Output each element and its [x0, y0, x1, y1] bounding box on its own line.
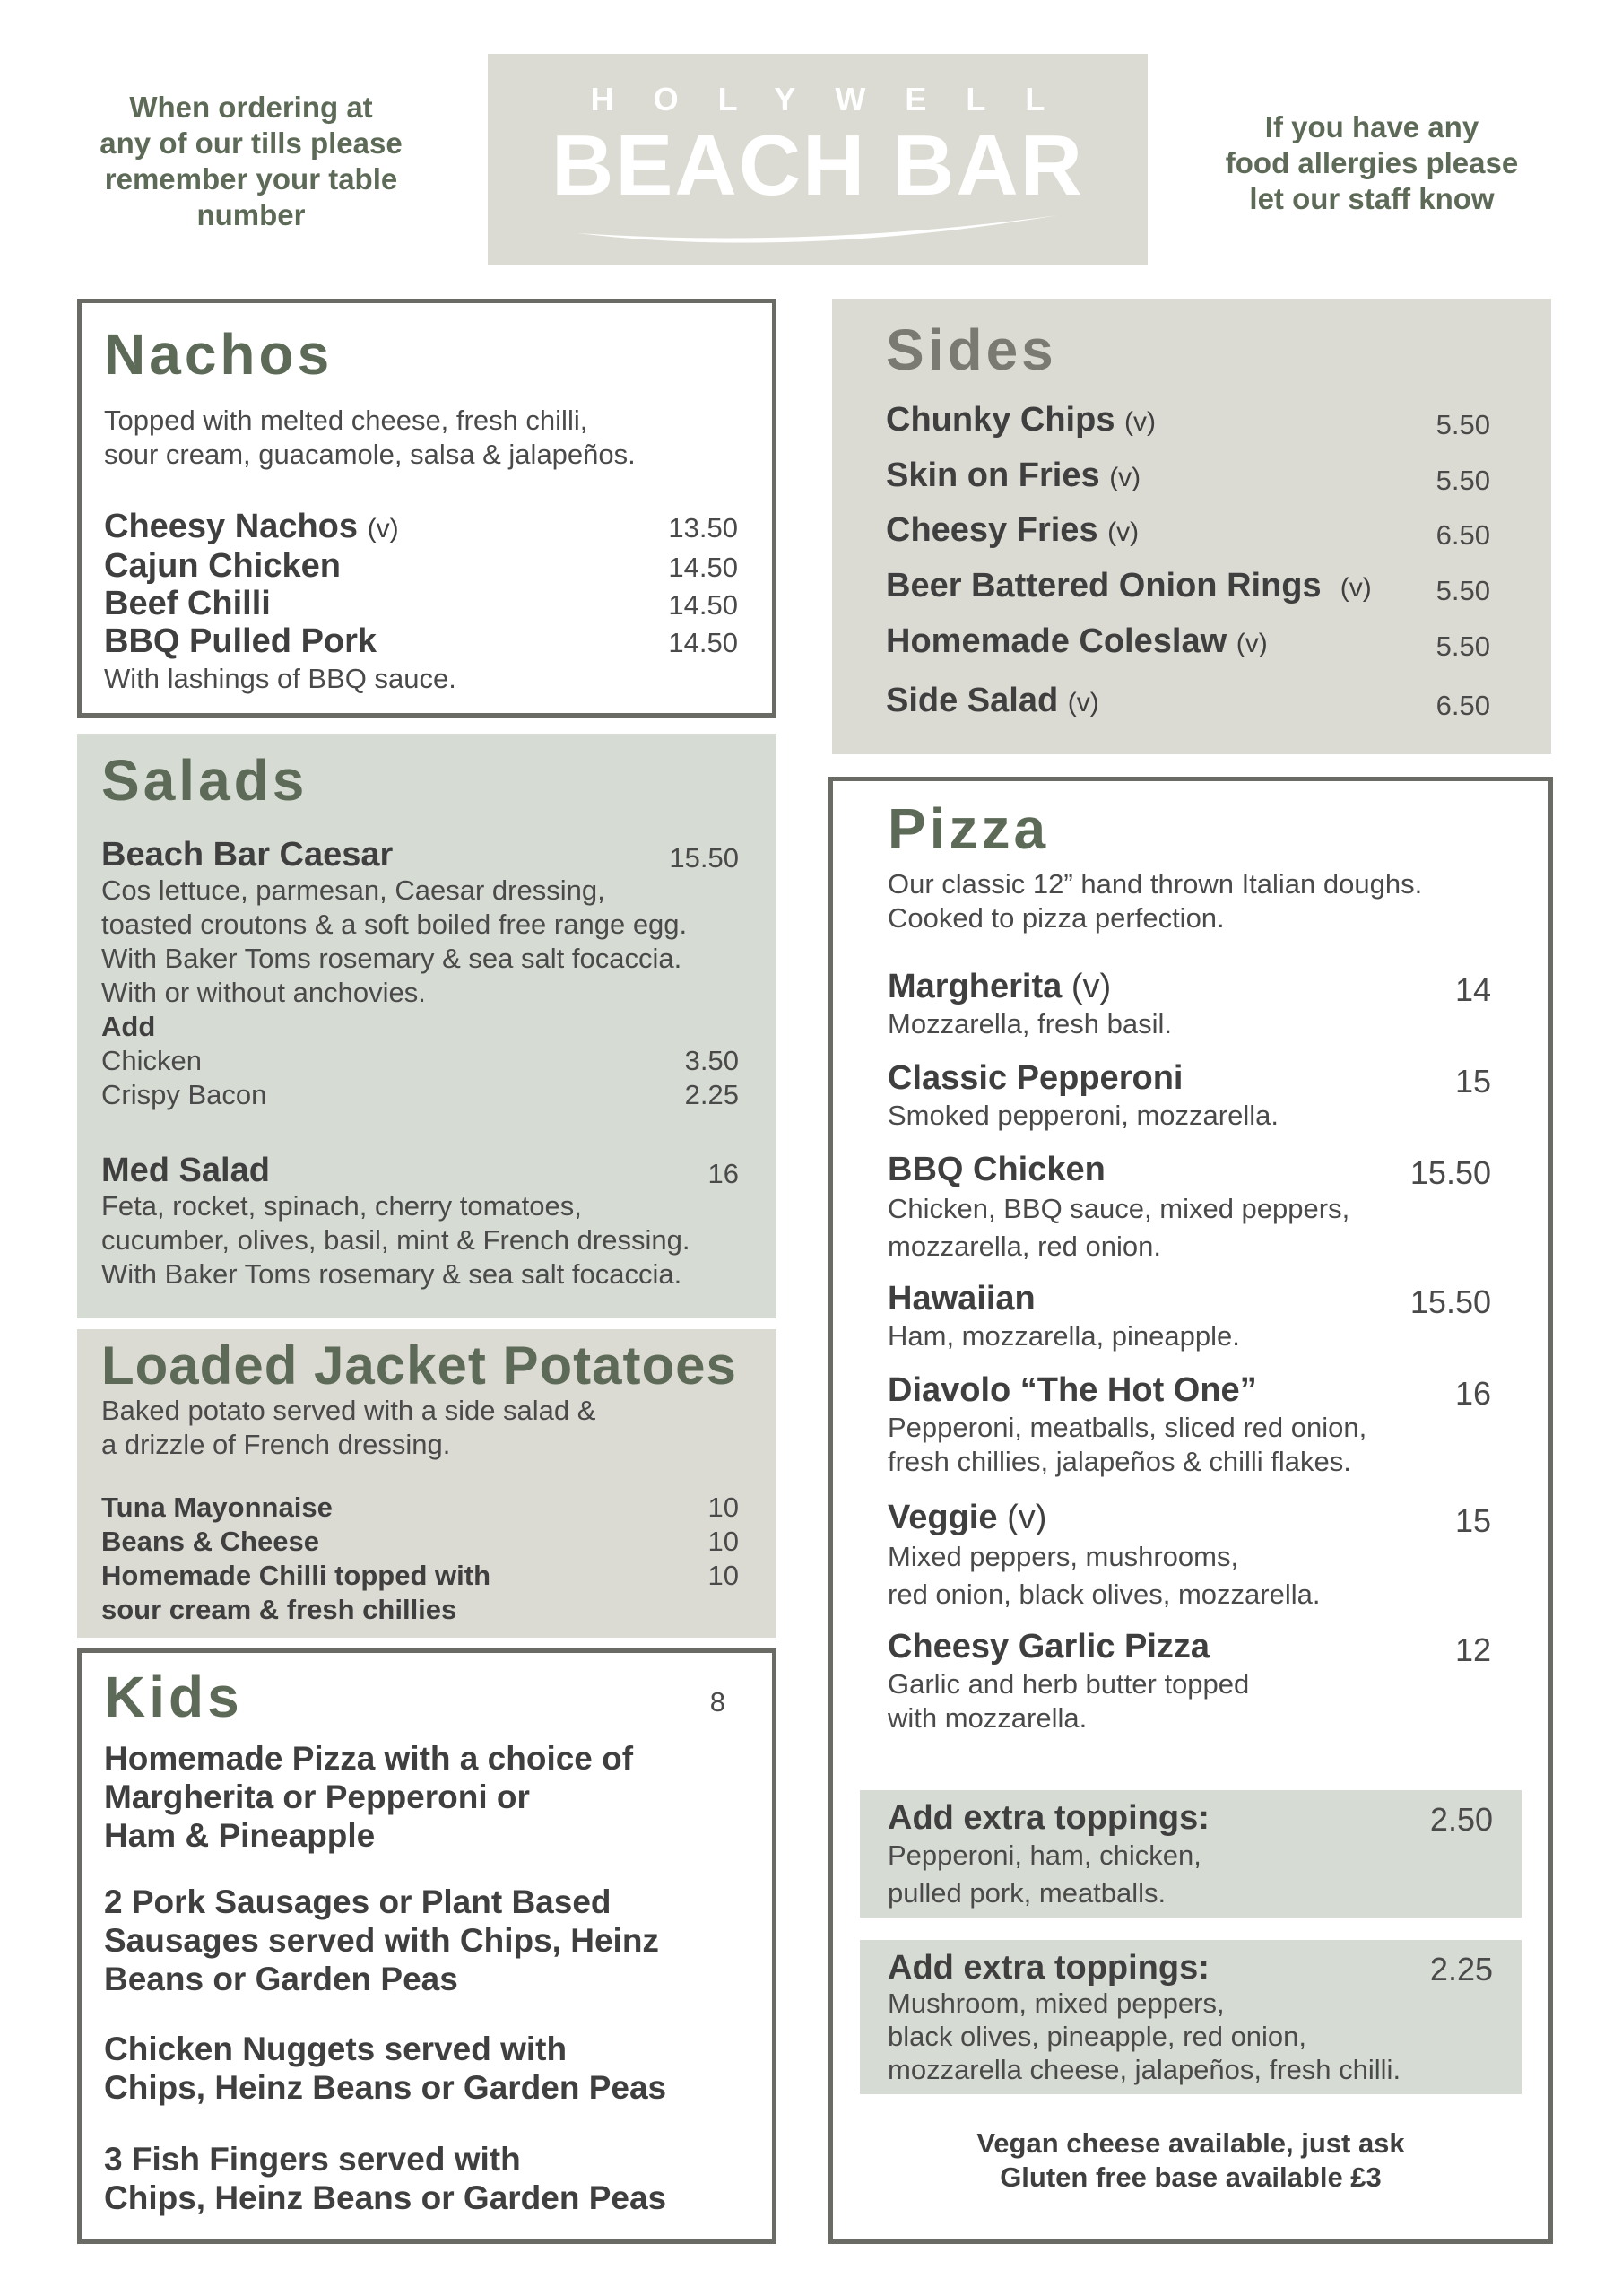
- menu-item: Skin on Fries (v): [886, 457, 1141, 494]
- pizza-item: BBQ Chicken: [888, 1151, 1106, 1188]
- menu-item: Cajun Chicken: [104, 547, 341, 585]
- pizza-description: Mixed peppers, mushrooms, red onion, black olives, mozzarella.: [888, 1541, 1321, 1610]
- menu-price: 5.50: [1436, 631, 1490, 662]
- menu-price: 10: [707, 1492, 739, 1523]
- pizza-section: [828, 777, 1553, 2244]
- pizza-description: Smoked pepperoni, mozzarella.: [888, 1100, 1279, 1131]
- extra-toppings-box: [860, 1790, 1522, 1918]
- logo: [488, 54, 1148, 265]
- menu-price: 5.50: [1436, 575, 1490, 606]
- menu-item: Side Salad (v): [886, 682, 1099, 719]
- item-note: With lashings of BBQ sauce.: [104, 663, 456, 694]
- toppings-price: 2.25: [1429, 1951, 1493, 1987]
- section-title: Loaded Jacket Potatoes: [101, 1335, 737, 1396]
- pizza-description: Mozzarella, fresh basil.: [888, 1008, 1173, 1039]
- menu-price: 10: [707, 1560, 739, 1591]
- pizza-item: Veggie (v): [888, 1499, 1047, 1536]
- menu-item: Chunky Chips (v): [886, 401, 1157, 439]
- section-description: Topped with melted cheese, fresh chilli, sour cream, guacamole, salsa & jalapeños.: [104, 404, 636, 470]
- pizza-price: 12: [1454, 1631, 1491, 1668]
- section-title: Nachos: [104, 322, 334, 387]
- pizza-item: Diavolo “The Hot One”: [888, 1371, 1257, 1409]
- ordering-note: When ordering at any of our tills please remember your table number: [100, 91, 403, 231]
- pizza-item: Hawaiian: [888, 1280, 1036, 1318]
- kids-item: 3 Fish Fingers served with Chips, Heinz Beans or Garden Peas: [104, 2141, 667, 2216]
- nachos-section: [77, 299, 776, 718]
- toppings-description: Pepperoni, ham, chicken, pulled pork, meatballs.: [888, 1839, 1201, 1909]
- salads-section: [77, 734, 776, 1318]
- menu-item: Homemade Chilli topped with: [101, 1560, 491, 1591]
- extra-toppings-box: [860, 1940, 1522, 2094]
- pizza-footer-note: Vegan cheese available, just ask Gluten free base available £3: [976, 2127, 1405, 2193]
- logo-beach-bar: BEACH BAR: [551, 117, 1084, 213]
- wave-icon: [577, 206, 1058, 251]
- toppings-price: 2.50: [1429, 1801, 1493, 1838]
- kids-item: Homemade Pizza with a choice of Margherita or Pepperoni or Ham & Pineapple: [104, 1740, 634, 1854]
- menu-item: Beans & Cheese: [101, 1526, 319, 1557]
- add-label: Add: [101, 1011, 156, 1042]
- menu-price: 13.50: [668, 512, 738, 544]
- pizza-description: Pepperoni, meatballs, sliced red onion, fresh chillies, jalapeños & chilli flakes.: [888, 1412, 1367, 1477]
- menu-price: 5.50: [1436, 409, 1490, 440]
- menu-item: Cheesy Nachos (v): [104, 508, 399, 545]
- pizza-description: Chicken, BBQ sauce, mixed peppers, mozzarella, red onion.: [888, 1193, 1350, 1262]
- allergy-note: If you have any food allergies please let our staff know: [1225, 110, 1519, 215]
- pizza-price: 15: [1454, 1063, 1491, 1100]
- sides-section: [832, 299, 1551, 754]
- section-title: Kids: [104, 1665, 243, 1729]
- menu-item: Beef Chilli: [104, 585, 271, 622]
- menu-price: 10: [707, 1526, 739, 1557]
- kids-item: 2 Pork Sausages or Plant Based Sausages served with Chips, Heinz Beans or Garden Peas: [104, 1883, 659, 1997]
- pizza-item: Classic Pepperoni: [888, 1059, 1184, 1097]
- pizza-item: Margherita (v): [888, 968, 1112, 1005]
- menu-price: 5.50: [1436, 465, 1490, 496]
- item-description: Feta, rocket, spinach, cherry tomatoes, cucumber, olives, basil, mint & French dressing. With Baker Toms rosemary & sea salt focaccia.: [101, 1190, 690, 1290]
- toppings-label: Add extra toppings:: [888, 1949, 1210, 1987]
- extra-price: 3.50: [684, 1045, 739, 1076]
- pizza-description: Garlic and herb butter topped with mozzarella.: [888, 1668, 1250, 1734]
- pizza-price: 14: [1454, 971, 1491, 1008]
- menu-price: 6.50: [1436, 690, 1490, 721]
- menu-price: 14.50: [668, 552, 738, 583]
- jackets-section: [77, 1329, 776, 1638]
- logo-holywell: HOLYWELL: [590, 81, 1085, 117]
- menu-item: Beach Bar Caesar: [101, 836, 394, 874]
- pizza-price: 16: [1454, 1375, 1491, 1412]
- menu-price: 14.50: [668, 627, 738, 658]
- pizza-item: Cheesy Garlic Pizza: [888, 1628, 1210, 1665]
- menu-item: Med Salad: [101, 1152, 270, 1189]
- pizza-price: 15.50: [1409, 1283, 1491, 1320]
- section-description: Our classic 12” hand thrown Italian doughs. Cooked to pizza perfection.: [888, 868, 1423, 934]
- item-description: Cos lettuce, parmesan, Caesar dressing, toasted croutons & a soft boiled free range egg. With Baker Toms rosemary & sea salt focaccia. With or without anchovies.: [101, 874, 688, 1008]
- section-title: Salads: [101, 748, 308, 813]
- menu-price: 15.50: [669, 842, 739, 874]
- kids-price: 8: [709, 1686, 725, 1718]
- pizza-price: 15.50: [1409, 1154, 1491, 1191]
- toppings-description: Mushroom, mixed peppers, black olives, pineapple, red onion, mozzarella cheese, jalapeños, fresh chilli.: [888, 1987, 1401, 2085]
- pizza-price: 15: [1454, 1502, 1491, 1539]
- menu-price: 6.50: [1436, 519, 1490, 551]
- menu-item-continued: sour cream & fresh chillies: [101, 1594, 457, 1625]
- menu-item: Tuna Mayonnaise: [101, 1492, 333, 1523]
- menu-item: Cheesy Fries (v): [886, 511, 1140, 549]
- menu-item: BBQ Pulled Pork: [104, 622, 377, 660]
- extra-item: Crispy Bacon: [101, 1079, 267, 1110]
- menu-price: 14.50: [668, 589, 738, 621]
- menu-item: Beer Battered Onion Rings (v): [886, 567, 1372, 604]
- menu-price: 16: [707, 1158, 739, 1189]
- pizza-description: Ham, mozzarella, pineapple.: [888, 1320, 1240, 1352]
- section-title: Sides: [886, 317, 1057, 382]
- section-title: Pizza: [888, 796, 1050, 861]
- kids-item: Chicken Nuggets served with Chips, Heinz Beans or Garden Peas: [104, 2031, 667, 2106]
- extra-price: 2.25: [684, 1079, 739, 1110]
- menu-item: Homemade Coleslaw (v): [886, 622, 1268, 660]
- section-description: Baked potato served with a side salad & a drizzle of French dressing.: [101, 1395, 596, 1460]
- kids-section: [77, 1648, 776, 2244]
- toppings-label: Add extra toppings:: [888, 1799, 1210, 1837]
- extra-item: Chicken: [101, 1045, 202, 1076]
